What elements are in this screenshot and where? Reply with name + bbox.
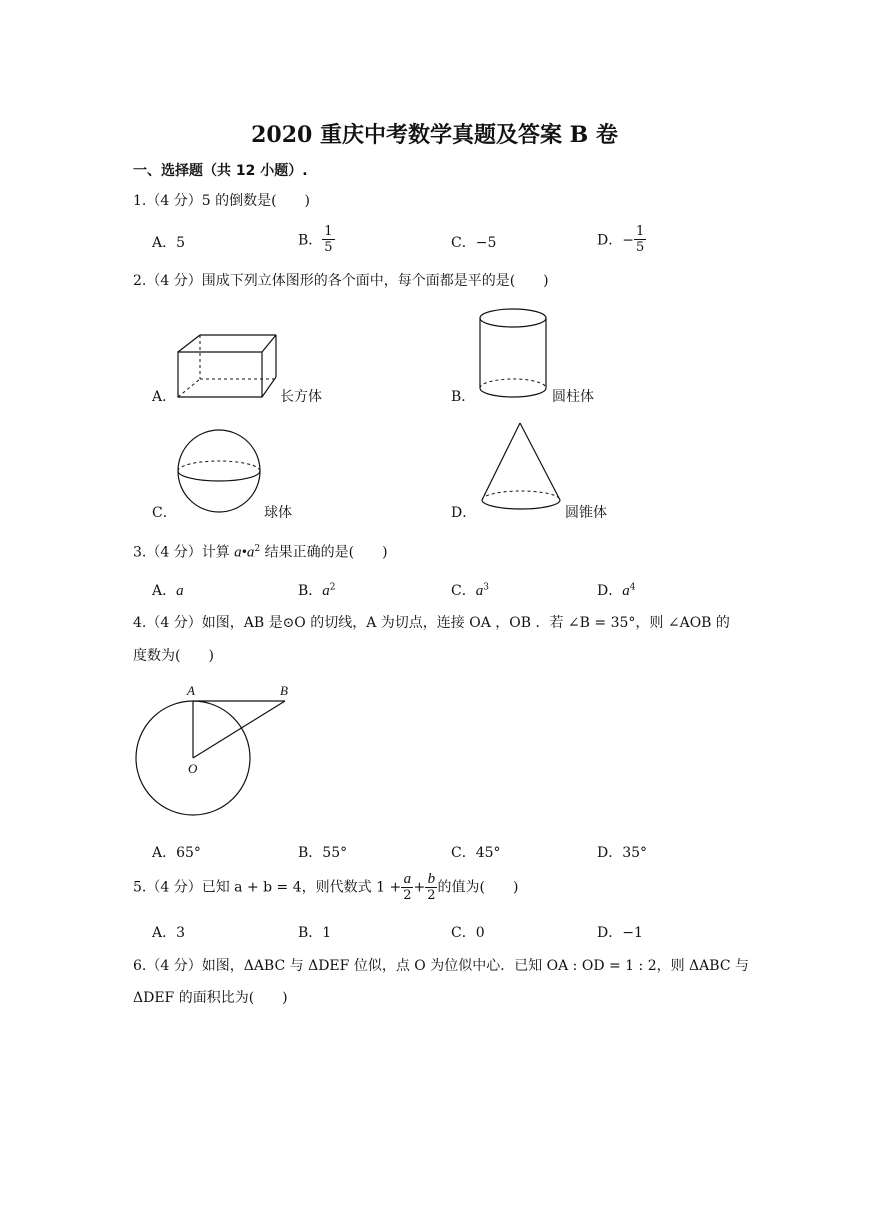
section-heading: 一、选择题（共 12 小题）. [133, 163, 308, 179]
q3-option-d [597, 580, 635, 600]
q3-option-b-base: a [322, 583, 330, 599]
q4-option-a: A．65° [152, 845, 201, 861]
q3-option-d-label: D． [597, 583, 623, 599]
question-2-stem: 2.（4 分）围成下列立体图形的各个面中，每个面都是平的是( ) [133, 273, 549, 289]
q4-option-c: C．45° [451, 845, 501, 861]
q3-option-b-exp: 2 [329, 582, 336, 593]
q5-option-b: B．1 [298, 925, 332, 941]
page-title: 2020 重庆中考数学真题及答案 B 卷 [251, 122, 618, 148]
q2-option-c: C． [152, 505, 177, 521]
question-3-stem [133, 539, 388, 563]
q2-option-a: A． [152, 389, 177, 405]
cuboid-figure [170, 330, 280, 402]
point-o-label: O [188, 761, 198, 776]
q3-option-b-label: B． [298, 583, 323, 599]
question-6-line-2: ΔDEF 的面积比为( ) [133, 990, 288, 1006]
q5-frac1-den: 2 [403, 888, 412, 903]
q3-option-a [152, 580, 184, 600]
point-b-label: B [280, 683, 288, 698]
q5-frac1-num: a [401, 872, 413, 888]
q1-option-d [597, 224, 646, 255]
q1-frac-num: 1 [324, 224, 333, 239]
question-4-line-2: 度数为( ) [133, 648, 214, 664]
q5-stem-pre: 5.（4 分）已知 a + b = 4，则代数式 1 + [133, 879, 402, 896]
q2-option-b-name: 圆柱体 [552, 389, 594, 405]
q1-option-b [298, 224, 335, 255]
point-a-label: A [187, 683, 195, 698]
q5-fraction-2 [425, 872, 437, 903]
question-4-line-1: 4.（4 分）如图，AB 是⊙O 的切线，A 为切点，连接 OA ，OB ．若 ∠B = 35°，则 ∠AOB 的 [133, 615, 730, 631]
q2-option-d: D． [451, 505, 477, 521]
q1-option-b-label: B． [298, 232, 323, 249]
cylinder-figure [476, 308, 550, 400]
q5-option-d: D．−1 [597, 925, 643, 941]
q4-option-b: B．55° [298, 845, 348, 861]
q3-exponent: 2 [254, 544, 261, 554]
q3-expr: a•a [234, 544, 255, 561]
q1-option-c: C．−5 [451, 235, 497, 251]
q2-option-b: B． [451, 389, 476, 405]
q3-option-c-label: C． [451, 583, 476, 599]
question-1-stem: 1.（4 分）5 的倒数是( ) [133, 193, 310, 209]
q1-frac-den: 5 [324, 240, 333, 255]
q1-d-fraction [634, 224, 646, 255]
q2-option-d-name: 圆锥体 [565, 505, 607, 521]
q3-option-a-label: A． [152, 583, 177, 599]
q3-option-c-exp: 3 [483, 582, 489, 593]
q3-option-c [451, 580, 489, 600]
q5-option-c: C．0 [451, 925, 485, 941]
question-6-line-1: 6.（4 分）如图，ΔABC 与 ΔDEF 位似，点 O 为位似中心．已知 OA : OD = 1 : 2，则 ΔABC 与 [133, 958, 749, 974]
q4-option-d: D．35° [597, 845, 648, 861]
sphere-figure [176, 426, 262, 516]
q3-option-c-base: a [475, 583, 484, 599]
q1-option-a: A．5 [152, 235, 186, 251]
q1-fraction [322, 224, 334, 255]
q1-option-d-label: D．− [597, 232, 634, 249]
q5-frac2-num: b [425, 872, 437, 888]
q3-stem-pre: 3.（4 分）计算 [133, 544, 235, 561]
q5-option-a: A．3 [152, 925, 186, 941]
question-5-stem [133, 872, 518, 903]
q3-option-b [298, 580, 336, 600]
q2-option-a-name: 长方体 [280, 389, 322, 405]
q1-d-frac-num: 1 [635, 224, 645, 239]
q3-stem-post: 结果正确的是( ) [260, 544, 388, 561]
q5-frac2-den: 2 [427, 888, 436, 903]
q1-d-frac-den: 5 [635, 240, 645, 255]
q5-fraction-1 [401, 872, 413, 903]
q2-option-c-name: 球体 [264, 505, 292, 521]
q3-option-d-exp: 4 [629, 582, 636, 593]
circle-tangent-figure [135, 682, 295, 822]
q3-option-d-base: a [622, 583, 630, 599]
cone-figure [478, 420, 564, 516]
q3-option-a-val: a [176, 583, 184, 599]
q5-stem-post: 的值为( ) [437, 879, 519, 896]
q5-plus: + [413, 879, 426, 896]
